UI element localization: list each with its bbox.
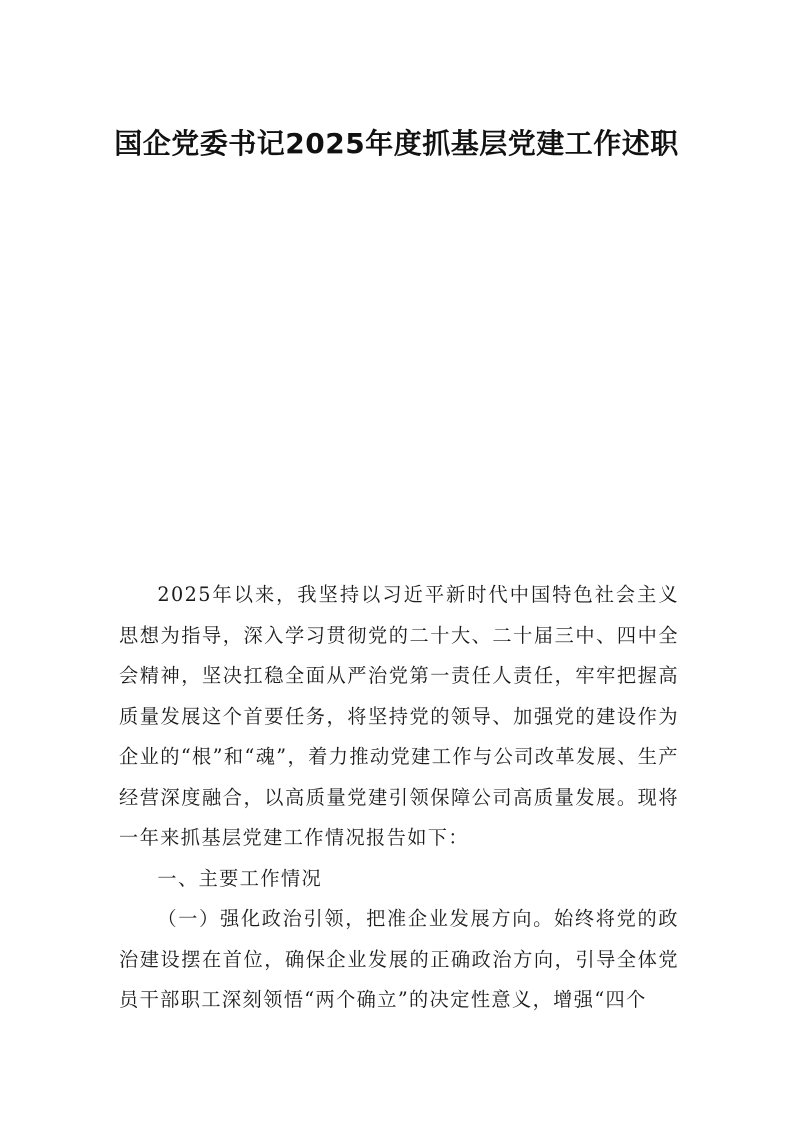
- section-heading: 一、主要工作情况: [157, 866, 323, 890]
- document-body: [119, 575, 679, 1021]
- subsection-paragraph: （一）强化政治引领，把准企业发展方向。始终将党的政治建设摆在首位，确保企业发展的正确政治方向，引导全体党员干部职工深刻领悟“两个确立”的决定性意义，增强“四个: [119, 907, 679, 1011]
- intro-paragraph: 2025年以来，我坚持以习近平新时代中国特色社会主义思想为指导，深入学习贯彻党的二十大、二十届三中、四中全会精神，坚决扛稳全面从严治党第一责任人责任，牢牢把握高质量发展这个首要任务，将坚持党的领导、加强党的建设作为企业的“根”和“魂”，着力推动党建工作与公司改革发展、生产经营深度融合，以高质量党建引领保障公司高质量发展。现将一年来抓基层党建工作情况报告如下：: [119, 583, 679, 849]
- document-title: 国企党委书记2025年度抓基层党建工作述职: [114, 127, 679, 160]
